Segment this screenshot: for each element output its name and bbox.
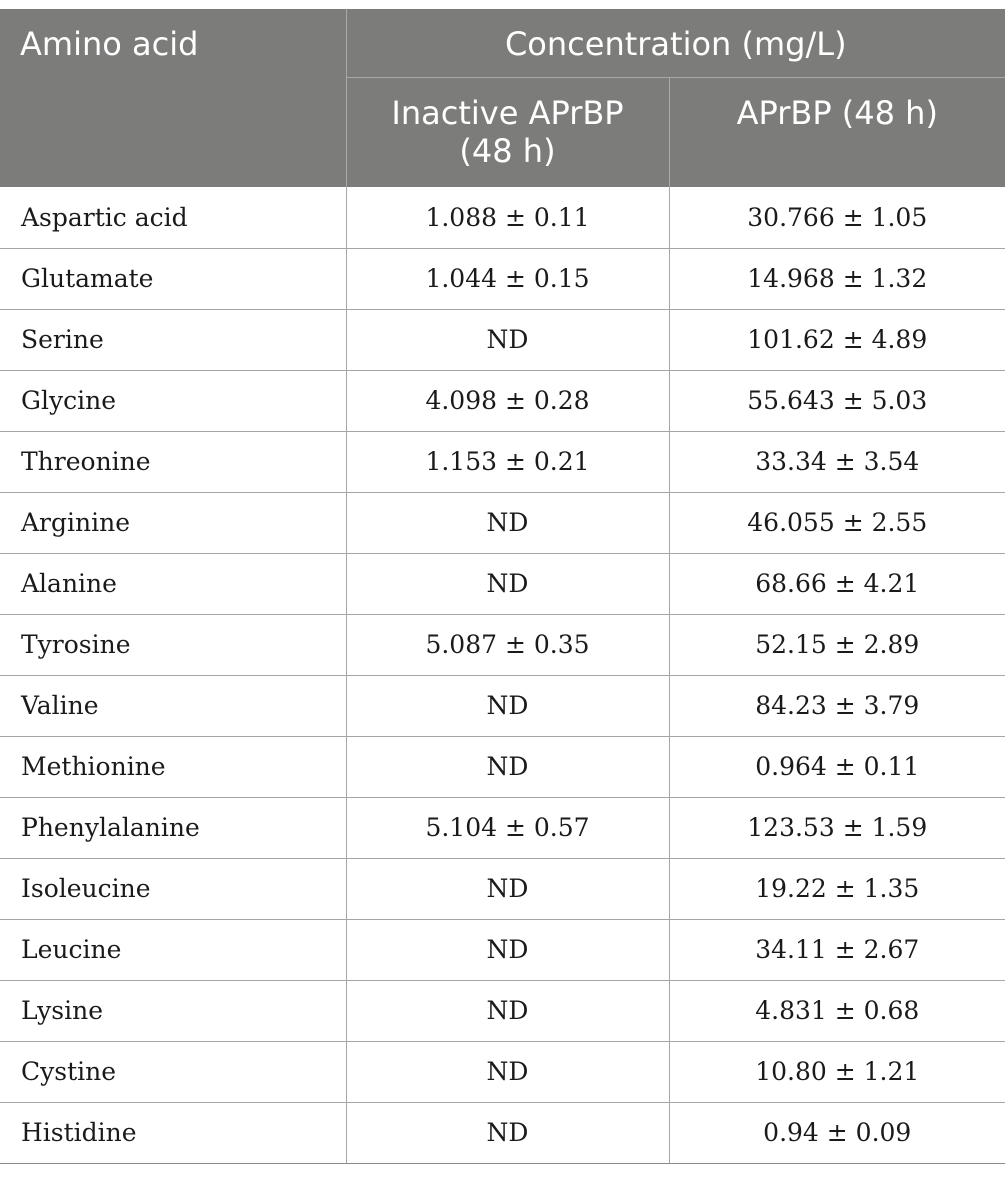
inactive-concentration: 5.087 ± 0.35 [346,614,669,675]
amino-acid-name: Arginine [0,492,346,553]
active-concentration: 4.831 ± 0.68 [669,980,1005,1041]
inactive-concentration: ND [346,858,669,919]
table-row [0,980,1005,1041]
amino-acid-table [0,9,1005,1164]
amino-acid-name: Histidine [0,1102,346,1163]
amino-acid-name: Tyrosine [0,614,346,675]
table-row [0,1041,1005,1102]
table-row [0,797,1005,858]
active-concentration: 0.94 ± 0.09 [669,1102,1005,1163]
active-concentration: 34.11 ± 2.67 [669,919,1005,980]
active-concentration: 101.62 ± 4.89 [669,309,1005,370]
table-row [0,492,1005,553]
table-row [0,309,1005,370]
inactive-concentration: 5.104 ± 0.57 [346,797,669,858]
active-concentration: 68.66 ± 4.21 [669,553,1005,614]
amino-acid-name: Leucine [0,919,346,980]
active-concentration: 10.80 ± 1.21 [669,1041,1005,1102]
active-concentration: 55.643 ± 5.03 [669,370,1005,431]
header-inactive-aprbp [346,77,669,187]
inactive-concentration: 1.044 ± 0.15 [346,248,669,309]
table-row [0,431,1005,492]
amino-acid-name: Valine [0,675,346,736]
table-row [0,675,1005,736]
amino-acid-name: Lysine [0,980,346,1041]
inactive-concentration: ND [346,919,669,980]
inactive-concentration: 1.088 ± 0.11 [346,187,669,248]
active-concentration: 123.53 ± 1.59 [669,797,1005,858]
inactive-concentration: ND [346,736,669,797]
amino-acid-name: Threonine [0,431,346,492]
active-concentration: 46.055 ± 2.55 [669,492,1005,553]
active-concentration: 52.15 ± 2.89 [669,614,1005,675]
inactive-concentration: ND [346,1102,669,1163]
table-row [0,1102,1005,1163]
table-body [0,187,1005,1163]
header-amino-acid: Amino acid [0,9,346,187]
active-concentration: 0.964 ± 0.11 [669,736,1005,797]
inactive-concentration: 4.098 ± 0.28 [346,370,669,431]
active-concentration: 30.766 ± 1.05 [669,187,1005,248]
header-aprbp: APrBP (48 h) [669,77,1005,187]
amino-acid-name: Phenylalanine [0,797,346,858]
table-row [0,858,1005,919]
table-row [0,248,1005,309]
inactive-concentration: ND [346,309,669,370]
header-row-1 [0,9,1005,77]
table-row [0,919,1005,980]
table-row [0,370,1005,431]
active-concentration: 14.968 ± 1.32 [669,248,1005,309]
inactive-concentration: 1.153 ± 0.21 [346,431,669,492]
inactive-concentration: ND [346,675,669,736]
active-concentration: 33.34 ± 3.54 [669,431,1005,492]
active-concentration: 19.22 ± 1.35 [669,858,1005,919]
amino-acid-name: Aspartic acid [0,187,346,248]
inactive-concentration: ND [346,980,669,1041]
amino-acid-name: Glutamate [0,248,346,309]
amino-acid-name: Methionine [0,736,346,797]
table-row [0,614,1005,675]
amino-acid-name: Alanine [0,553,346,614]
table-header [0,9,1005,187]
header-concentration: Concentration (mg/L) [346,9,1005,77]
active-concentration: 84.23 ± 3.79 [669,675,1005,736]
table-row [0,553,1005,614]
header-inactive-label: Inactive APrBP (48 h) [391,93,624,170]
inactive-concentration: ND [346,1041,669,1102]
inactive-concentration: ND [346,492,669,553]
table-row [0,736,1005,797]
inactive-concentration: ND [346,553,669,614]
amino-acid-name: Isoleucine [0,858,346,919]
amino-acid-name: Serine [0,309,346,370]
amino-acid-name: Cystine [0,1041,346,1102]
amino-acid-name: Glycine [0,370,346,431]
table-row [0,187,1005,248]
